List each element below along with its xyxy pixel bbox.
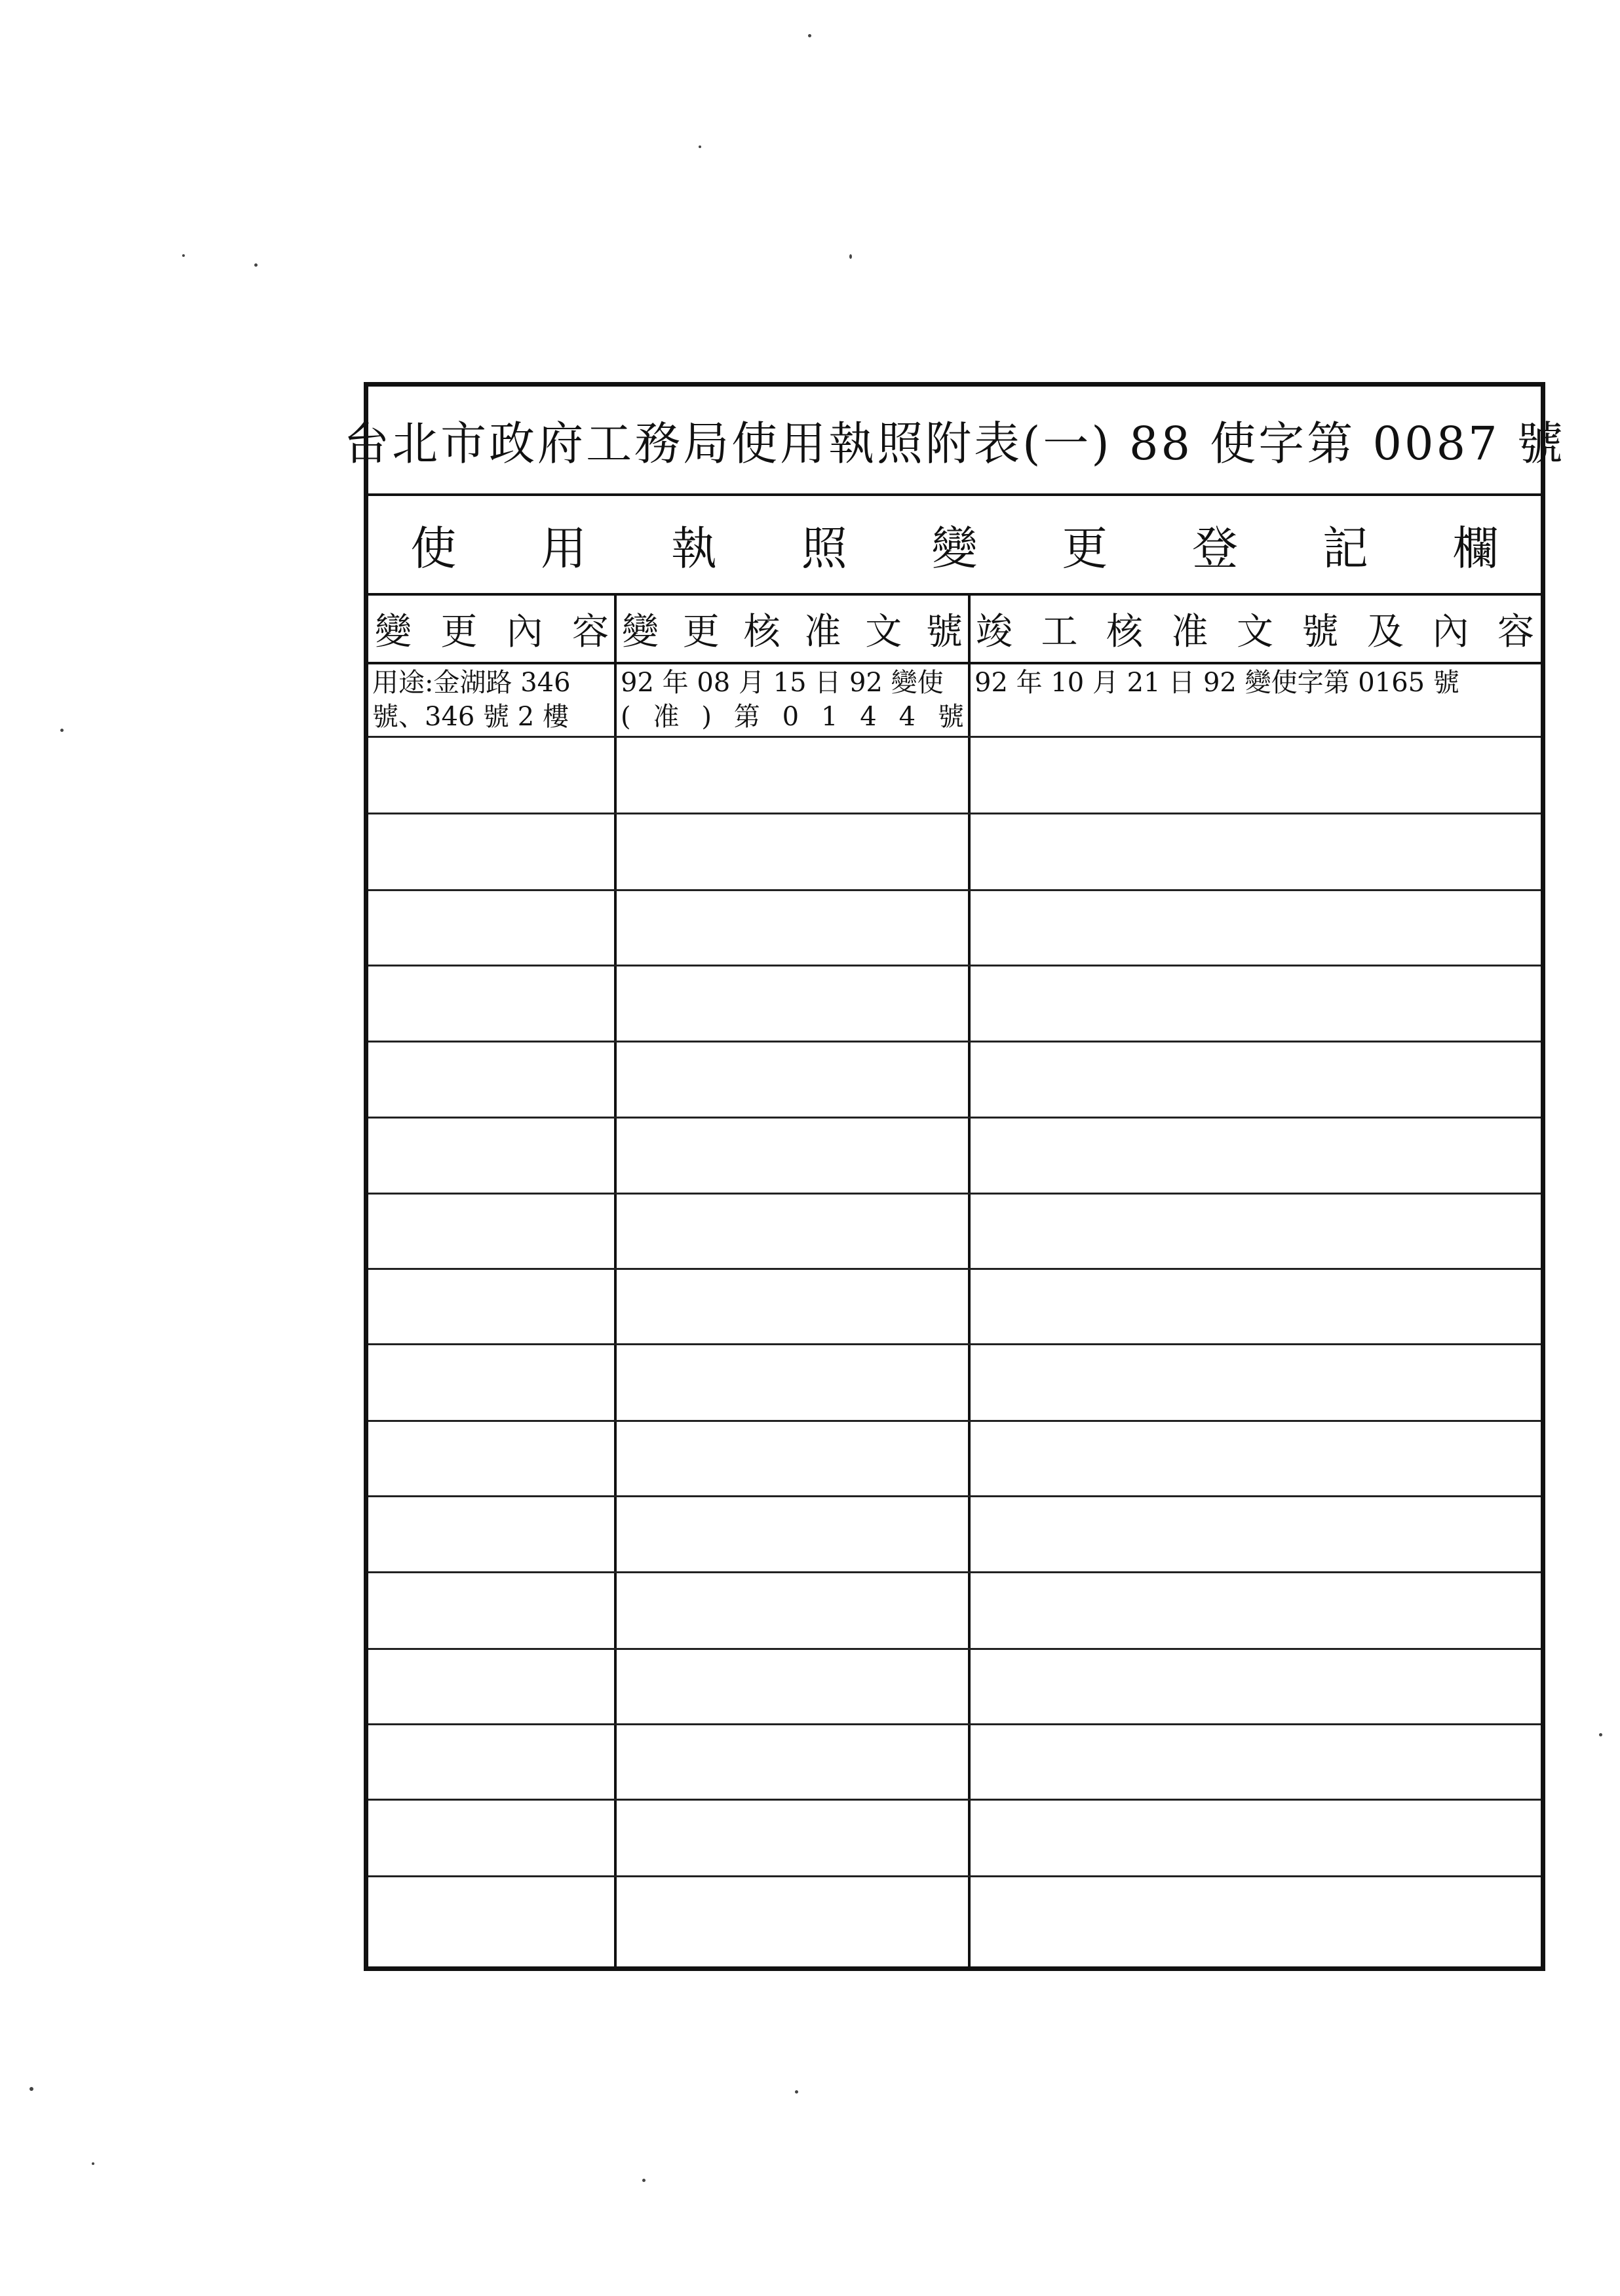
column-header-char: 更 [682, 610, 720, 653]
column-header-char: 更 [440, 610, 478, 653]
form-title: 台北市政府工務局使用執照附表(一) 88 使字第 0087 號 [368, 387, 1541, 496]
entry-token: 0 [782, 702, 800, 732]
column-header-char: 核 [743, 610, 781, 653]
entry-token: 第 [733, 702, 760, 732]
entry-token: 4 [860, 702, 877, 732]
row-line [368, 1268, 1541, 1270]
row-line [368, 1875, 1541, 1877]
row-line [368, 1041, 1541, 1043]
column-divider [968, 596, 971, 1966]
column-header-char: 文 [1237, 610, 1273, 653]
column-header-char: 號 [925, 610, 963, 653]
column-header-char: 准 [804, 610, 841, 653]
scan-speck [808, 34, 811, 37]
scan-speck [1599, 1733, 1602, 1736]
scan-speck [849, 254, 852, 259]
heading-char: 登 [1192, 521, 1239, 575]
entry-token: ( [621, 702, 631, 732]
entry-token: 4 [898, 702, 916, 732]
column-header-char: 文 [865, 610, 902, 653]
entry-completion-approval-no [971, 664, 1541, 736]
column-header-change-content [368, 596, 615, 662]
row-line [368, 1799, 1541, 1801]
row-line [368, 1495, 1541, 1497]
form-heading [368, 496, 1541, 596]
heading-char: 照 [801, 521, 847, 575]
scan-speck [699, 145, 701, 148]
row-line [368, 1117, 1541, 1119]
scan-speck [60, 729, 64, 732]
heading-char: 記 [1322, 521, 1368, 575]
entry-text-line: 號、346 號 2 樓 [372, 702, 569, 732]
entry-change-approval-no [617, 664, 968, 736]
scan-speck [29, 2087, 33, 2091]
column-header-row [368, 596, 1541, 664]
scan-speck [795, 2090, 798, 2094]
entry-text-line: 92 年 10 月 21 日 92 變使字第 0165 號 [974, 668, 1459, 698]
column-header-char: 准 [1171, 610, 1208, 653]
usage-license-change-register-form [343, 382, 1566, 1971]
column-header-char: 容 [571, 610, 609, 653]
row-line [368, 1723, 1541, 1725]
row-line [368, 1343, 1541, 1345]
entry-text-line: 92 年 08 月 15 日 92 變使 [621, 668, 944, 698]
column-header-char: 內 [506, 610, 543, 653]
heading-char: 使 [410, 521, 457, 575]
entry-token: ) [701, 702, 712, 732]
heading-char: 執 [670, 521, 717, 575]
column-header-char: 及 [1367, 610, 1404, 653]
column-header-char: 竣 [976, 610, 1013, 653]
heading-char: 變 [931, 521, 978, 575]
entry-token: 准 [653, 702, 680, 732]
row-line [368, 1571, 1541, 1573]
column-header-char: 容 [1497, 610, 1534, 653]
entry-text-line [621, 700, 964, 734]
column-divider [614, 596, 617, 1966]
row-line [368, 965, 1541, 966]
entry-token: 號 [937, 702, 964, 732]
column-header-char: 工 [1041, 610, 1078, 653]
column-header-char: 內 [1432, 610, 1469, 653]
row-line [368, 1193, 1541, 1195]
column-header-char: 變 [375, 610, 412, 653]
column-header-change-approval-no [615, 596, 969, 662]
row-line [368, 813, 1541, 814]
entry-text-line: 用途:金湖路 346 [372, 668, 571, 698]
column-header-char: 變 [622, 610, 659, 653]
heading-char: 用 [541, 521, 587, 575]
column-header-char: 號 [1302, 610, 1339, 653]
row-line [368, 1420, 1541, 1422]
scan-speck [182, 254, 185, 257]
entry-change-content [368, 664, 614, 736]
row-line [368, 1648, 1541, 1650]
column-header-char: 核 [1106, 610, 1143, 653]
scan-speck [642, 2179, 646, 2182]
row-line [368, 736, 1541, 738]
heading-char: 更 [1062, 521, 1108, 575]
scan-speck [92, 2162, 94, 2165]
scan-speck [254, 263, 258, 267]
row-line [368, 889, 1541, 891]
heading-char: 欄 [1452, 521, 1499, 575]
entry-token: 1 [820, 702, 838, 732]
column-header-completion-approval-no [969, 596, 1541, 662]
